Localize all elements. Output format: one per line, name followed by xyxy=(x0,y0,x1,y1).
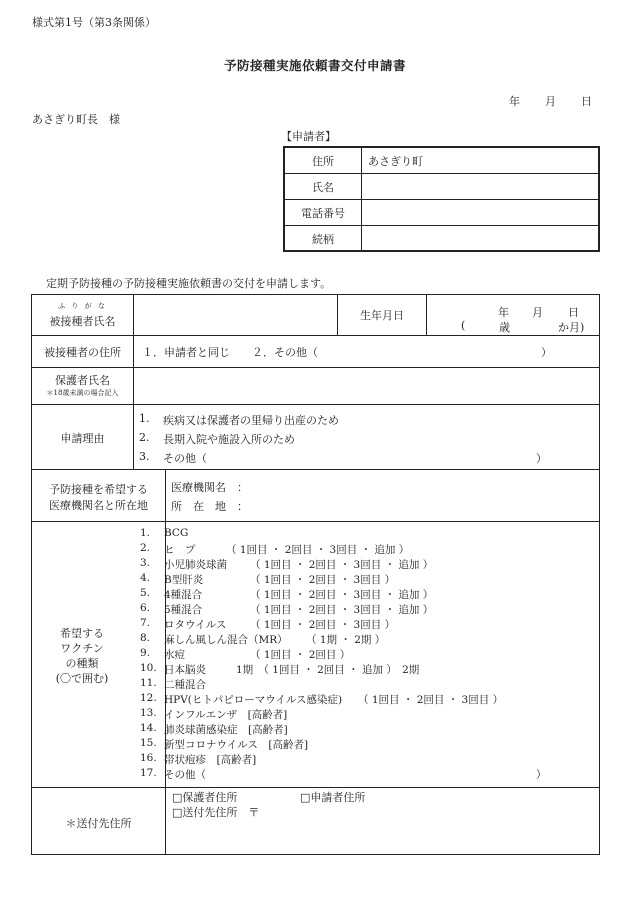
vaccine-num: 16. xyxy=(140,752,157,764)
guardian-note: ＊18歳未満の場合記入 xyxy=(46,389,119,397)
dob-year: 年 xyxy=(498,306,509,319)
vaccine-num: 17. xyxy=(140,767,157,779)
addressee: あさぎり町長 様 xyxy=(32,113,120,126)
vaccine-num: 7. xyxy=(140,617,151,629)
applicant-relation-field[interactable] xyxy=(368,231,596,245)
vaccine-num: 8. xyxy=(140,632,151,644)
reason-option-1[interactable]: 疾病又は保護者の里帰り出産のため xyxy=(163,414,339,427)
vaccine-num: 9. xyxy=(140,647,151,659)
applicant-phone-field[interactable] xyxy=(368,205,596,219)
document-title: 予防接種実施依頼書交付申請書 xyxy=(223,58,406,73)
vaccine-item-varicella[interactable]: 水痘 xyxy=(164,649,185,661)
vaccine-item-japanese-encephalitis[interactable]: 日本脳炎 xyxy=(164,664,206,676)
vaccine-label-line4: (〇で囲む) xyxy=(55,672,109,685)
vaccine-label-line3: の種類 xyxy=(65,657,99,670)
vaccine-label-line2: ワクチン xyxy=(60,642,104,655)
vaccine-item-5-mixed[interactable]: 5種混合 xyxy=(164,604,203,616)
reason-label: 申請理由 xyxy=(60,432,105,445)
application-statement: 定期予防接種の予防接種実施依頼書の交付を申請します。 xyxy=(46,277,332,290)
vaccine-doses-varicella[interactable]: （ 1回目 ・ 2回目 ） xyxy=(250,649,351,661)
facility-label-line2: 医療機関名と所在地 xyxy=(49,499,148,512)
facility-address-label: 所 在 地 ： xyxy=(171,500,248,513)
delivery-address-field[interactable] xyxy=(172,822,596,852)
patient-address-label: 被接種者の住所 xyxy=(44,346,121,359)
vaccine-doses-hpv[interactable]: （ 1回目 ・ 2回目 ・ 3回目 ） xyxy=(358,694,504,706)
vaccine-item-dt[interactable]: 二種混合 xyxy=(164,679,206,691)
vaccine-num: 3. xyxy=(140,557,151,569)
vaccine-item-hepatitis-b[interactable]: B型肝炎 xyxy=(164,574,204,586)
furigana-label: ふ り が な xyxy=(58,302,107,310)
applicant-address-value[interactable]: あさぎり町 xyxy=(368,155,423,168)
patient-name-field[interactable] xyxy=(136,298,334,332)
reason-num-3: 3. xyxy=(139,450,150,463)
facility-address-field[interactable] xyxy=(260,496,596,512)
vaccine-num: 13. xyxy=(140,707,157,719)
applicant-relation-label: 続柄 xyxy=(312,233,334,246)
vaccine-doses-mr[interactable]: （ 1期 ・ 2期 ） xyxy=(306,634,386,646)
delivery-option-applicant[interactable]: □申請者住所 xyxy=(300,791,366,804)
reason-num-2: 2. xyxy=(139,431,150,444)
address-close-paren: ） xyxy=(541,346,552,359)
vaccine-num: 11. xyxy=(140,677,157,689)
applicant-section-label: 【申請者】 xyxy=(281,130,336,143)
delivery-option-guardian[interactable]: □保護者住所 xyxy=(172,791,238,804)
date-year: 年 xyxy=(509,95,520,108)
vaccine-doses-4-mixed[interactable]: （ 1回目 ・ 2回目 ・ 3回目 ・ 追加 ） xyxy=(250,589,434,601)
vaccine-num: 1. xyxy=(140,527,151,539)
vaccine-num: 12. xyxy=(140,692,157,704)
vaccine-num: 10. xyxy=(140,662,157,674)
vaccine-doses-hib[interactable]: （ 1回目 ・ 2回目 ・ 3回目 ・ 追加 ） xyxy=(226,544,410,556)
reason-num-1: 1. xyxy=(139,412,150,425)
age-open-paren: ( xyxy=(461,319,466,332)
vaccine-item-hpv[interactable]: HPV(ヒトパピローマウイルス感染症) xyxy=(164,694,343,706)
vaccine-label-line1: 希望する xyxy=(60,627,104,640)
vaccine-item-mr[interactable]: 麻しん風しん混合（MR） xyxy=(164,634,288,646)
applicant-phone-label: 電話番号 xyxy=(301,207,345,220)
delivery-label: ＊送付先住所 xyxy=(65,817,132,830)
vaccine-doses-japanese-encephalitis[interactable]: 1期 （ 1回目 ・ 2回目 ・ 追加 ） 2期 xyxy=(236,664,420,676)
dob-day: 日 xyxy=(568,306,579,319)
age-months: か月) xyxy=(558,321,585,334)
vaccine-item-hib[interactable]: ヒ プ xyxy=(164,544,196,556)
facility-name-field[interactable] xyxy=(260,477,596,493)
vaccine-num: 14. xyxy=(140,722,157,734)
date-day: 日 xyxy=(581,95,592,108)
vaccine-item-covid[interactable]: 新型コロナウイルス [高齢者] xyxy=(164,739,309,751)
vaccine-item-rotavirus[interactable]: ロタウイルス xyxy=(164,619,227,631)
vaccine-doses-5-mixed[interactable]: （ 1回目 ・ 2回目 ・ 3回目 ・ 追加 ） xyxy=(250,604,434,616)
vaccine-doses-pneumococcal-child[interactable]: （ 1回目 ・ 2回目 ・ 3回目 ・ 追加 ） xyxy=(250,559,434,571)
age-years: 歳 xyxy=(499,321,510,334)
vaccine-num: 5. xyxy=(140,587,151,599)
vaccine-item-4-mixed[interactable]: 4種混合 xyxy=(164,589,203,601)
guardian-name-field[interactable] xyxy=(136,370,596,401)
dob-month: 月 xyxy=(532,306,543,319)
vaccine-item-other[interactable]: その他（ xyxy=(164,769,206,781)
facility-label-line1: 予防接種を希望する xyxy=(49,483,148,496)
vaccine-other-close-paren: ） xyxy=(536,769,547,781)
vaccine-item-bcg[interactable]: BCG xyxy=(164,527,189,539)
applicant-address-label: 住所 xyxy=(312,155,334,168)
vaccine-item-influenza[interactable]: インフルエンザ [高齢者] xyxy=(164,709,288,721)
vaccine-num: 6. xyxy=(140,602,151,614)
patient-name-label: 被接種者氏名 xyxy=(49,315,116,328)
delivery-option-other[interactable]: □送付先住所 〒 xyxy=(172,806,260,819)
facility-name-label: 医療機関名 ： xyxy=(171,481,248,494)
vaccine-doses-rotavirus[interactable]: （ 1回目 ・ 2回目 ・ 3回目 ） xyxy=(250,619,396,631)
form-number: 様式第1号（第3条関係） xyxy=(32,16,156,29)
vaccine-item-pneumococcal-elderly[interactable]: 肺炎球菌感染症 [高齢者] xyxy=(164,724,288,736)
vaccine-num: 4. xyxy=(140,572,151,584)
vaccine-num: 15. xyxy=(140,737,157,749)
address-option-same[interactable]: １．申請者と同じ xyxy=(142,346,230,359)
vaccine-num: 2. xyxy=(140,542,151,554)
applicant-name-field[interactable] xyxy=(368,179,596,193)
dob-label: 生年月日 xyxy=(360,309,404,322)
applicant-name-label: 氏名 xyxy=(312,181,334,194)
vaccine-item-pneumococcal-child[interactable]: 小児肺炎球菌 xyxy=(164,559,227,571)
address-option-other[interactable]: ２．その他（ xyxy=(252,346,318,359)
vaccine-item-shingles[interactable]: 帯状疱疹 [高齢者] xyxy=(164,754,257,766)
reason-option-3[interactable]: その他（ xyxy=(163,452,207,465)
reason-option-2[interactable]: 長期入院や施設入所のため xyxy=(163,433,295,446)
date-month: 月 xyxy=(545,95,556,108)
reason-close-paren: ） xyxy=(536,452,547,465)
vaccine-doses-hepatitis-b[interactable]: （ 1回目 ・ 2回目 ・ 3回目 ） xyxy=(250,574,396,586)
guardian-name-label: 保護者氏名 xyxy=(55,374,110,387)
